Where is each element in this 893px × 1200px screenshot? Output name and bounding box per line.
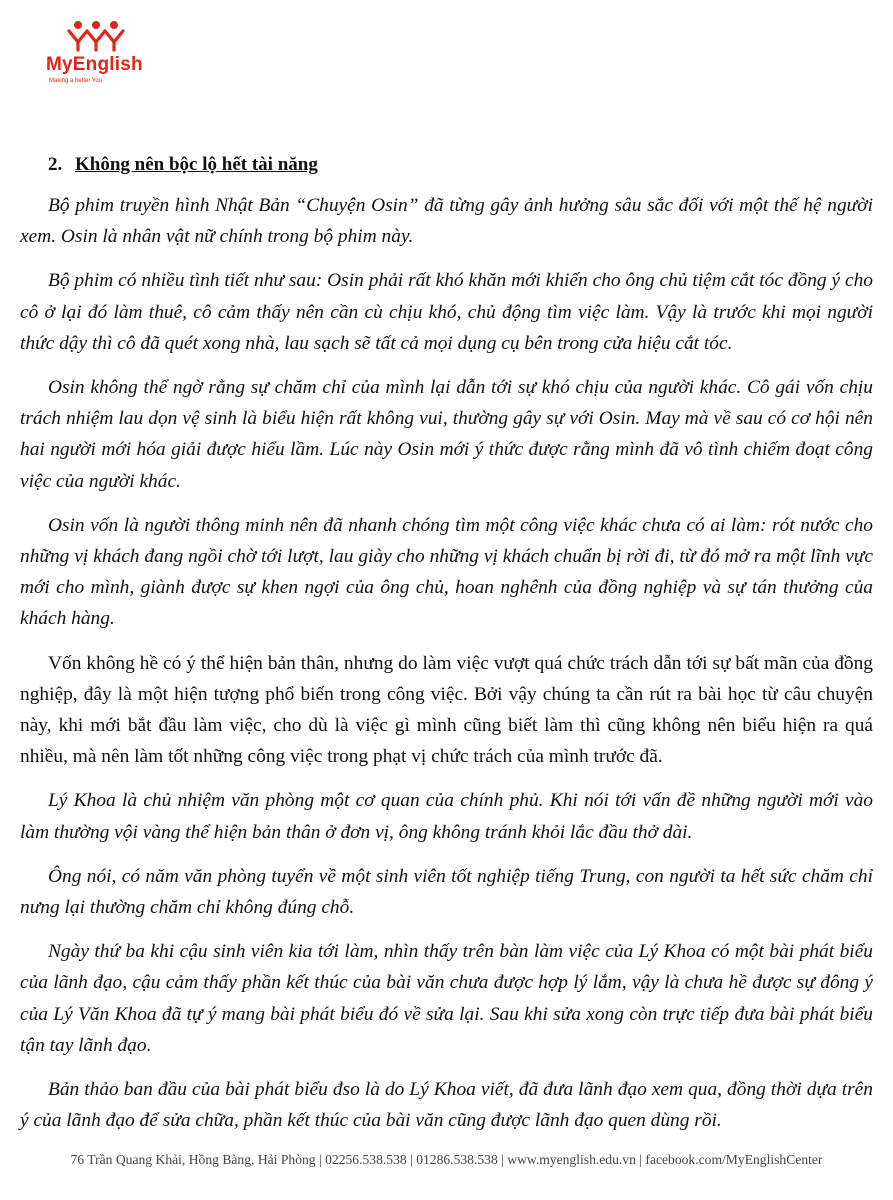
paragraph: Bộ phim truyền hình Nhật Bản “Chuyện Osin” đã từng gây ảnh hưởng sâu sắc đối với một thế hệ người xem. Osin là nhân vật nữ chính trong bộ phim này. (20, 195, 873, 248)
footer-contact: 76 Trần Quang Khải, Hồng Bàng, Hải Phòng | 02256.538.538 | 01286.538.538 | www.myenglish.edu.vn | facebook.com/MyEnglishCenter (70, 1152, 823, 1167)
section-number: 2. (48, 154, 63, 175)
paragraph: Bản thảo ban đầu của bài phát biểu đso là do Lý Khoa viết, đã đưa lãnh đạo xem qua, đồng thời dựa trên ý của lãnh đạo để sửa chữa, phần kết thúc của bài văn cũng được lãnh đạo quen dùng rồi. (20, 1079, 873, 1132)
paragraph: Ngày thứ ba khi cậu sinh viên kia tới làm, nhìn thấy trên bàn làm việc của Lý Khoa có một bài phát biểu của lãnh đạo, cậu cảm thấy phần kết thúc của bài văn chưa được hợp lý lắm, vậy là chưa hề được sự đông ý của Lý Văn Khoa đã tự ý mang bài phát biểu đó về sửa lại. Sau khi sửa xong còn trực tiếp đưa bài phát biểu tận tay lãnh đạo. (20, 941, 873, 1056)
paragraph: Osin vốn là người thông minh nên đã nhanh chóng tìm một công việc khác chưa có ai làm: rót nước cho những vị khách đang ngồi chờ tới lượt, lau giày cho những vị khách chuẩn bị rời đi, từ đó mở ra một lĩnh vực mới cho mình, giành được sự khen ngợi của ông chủ, hoan nghênh của đồng nghiệp và sự tán thưởng của khách hàng. (20, 514, 873, 630)
paragraph: Lý Khoa là chủ nhiệm văn phòng một cơ quan của chính phủ. Khi nói tới vấn đề những người mới vào làm thường vội vàng thể hiện bản thân ở đơn vị, ông không tránh khỏi lắc đầu thở dài. (20, 790, 873, 843)
section-title: Không nên bộc lộ hết tài năng (75, 154, 318, 175)
paragraph: Osin không thể ngờ rằng sự chăm chỉ của mình lại dẫn tới sự khó chịu của người khác. Cô gái vốn chịu trách nhiệm lau dọn vệ sinh là biểu hiện rất không vui, thường gây sự với Osin. May mà về sau có cơ hội nên hai người mới hóa giải được hiểu lầm. Lúc này Osin mới ý thức được rằng mình đã vô tình chiếm đoạt công việc của người khác. (20, 377, 873, 492)
people-logo-icon (66, 20, 126, 52)
brand-name: MyEnglish (46, 54, 143, 75)
paragraph: Ông nói, có năm văn phòng tuyển về một sinh viên tốt nghiệp tiếng Trung, con người ta hết sức chăm chỉ nưng lại thường chăm chỉ không đúng chỗ. (20, 865, 873, 919)
brand-tagline: Making a better You (49, 78, 103, 84)
paragraph: Vốn không hề có ý thể hiện bản thân, nhưng do làm việc vượt quá chức trách dẫn tới sự bất mãn của đồng nghiệp, đây là một hiện tượng phổ biến trong công việc. Bởi vậy chúng ta cần rút ra bài học từ câu chuyện này, khi mới bắt đầu làm việc, cho dù là việc gì mình cũng biết làm thì cũng không nên biểu hiện ra quá nhiều, mà nên làm tốt những công việc trong phạt vị chức trách của mình trước đã. (20, 652, 873, 768)
paragraph: Bộ phim có nhiều tình tiết như sau: Osin phải rất khó khăn mới khiến cho ông chủ tiệm cắt tóc đồng ý cho cô ở lại đó làm thuê, cô cảm thấy nên cần cù chịu khó, chủ động tìm việc làm. Vậy là trước khi mọi người thức dậy thì cô đã quét xong nhà, lau sạch sẽ tất cả mọi dụng cụ bên trong cửa hiệu cắt tóc. (20, 270, 873, 354)
brand-logo (46, 20, 156, 90)
document-body (20, 150, 873, 1149)
section-heading (48, 150, 873, 180)
